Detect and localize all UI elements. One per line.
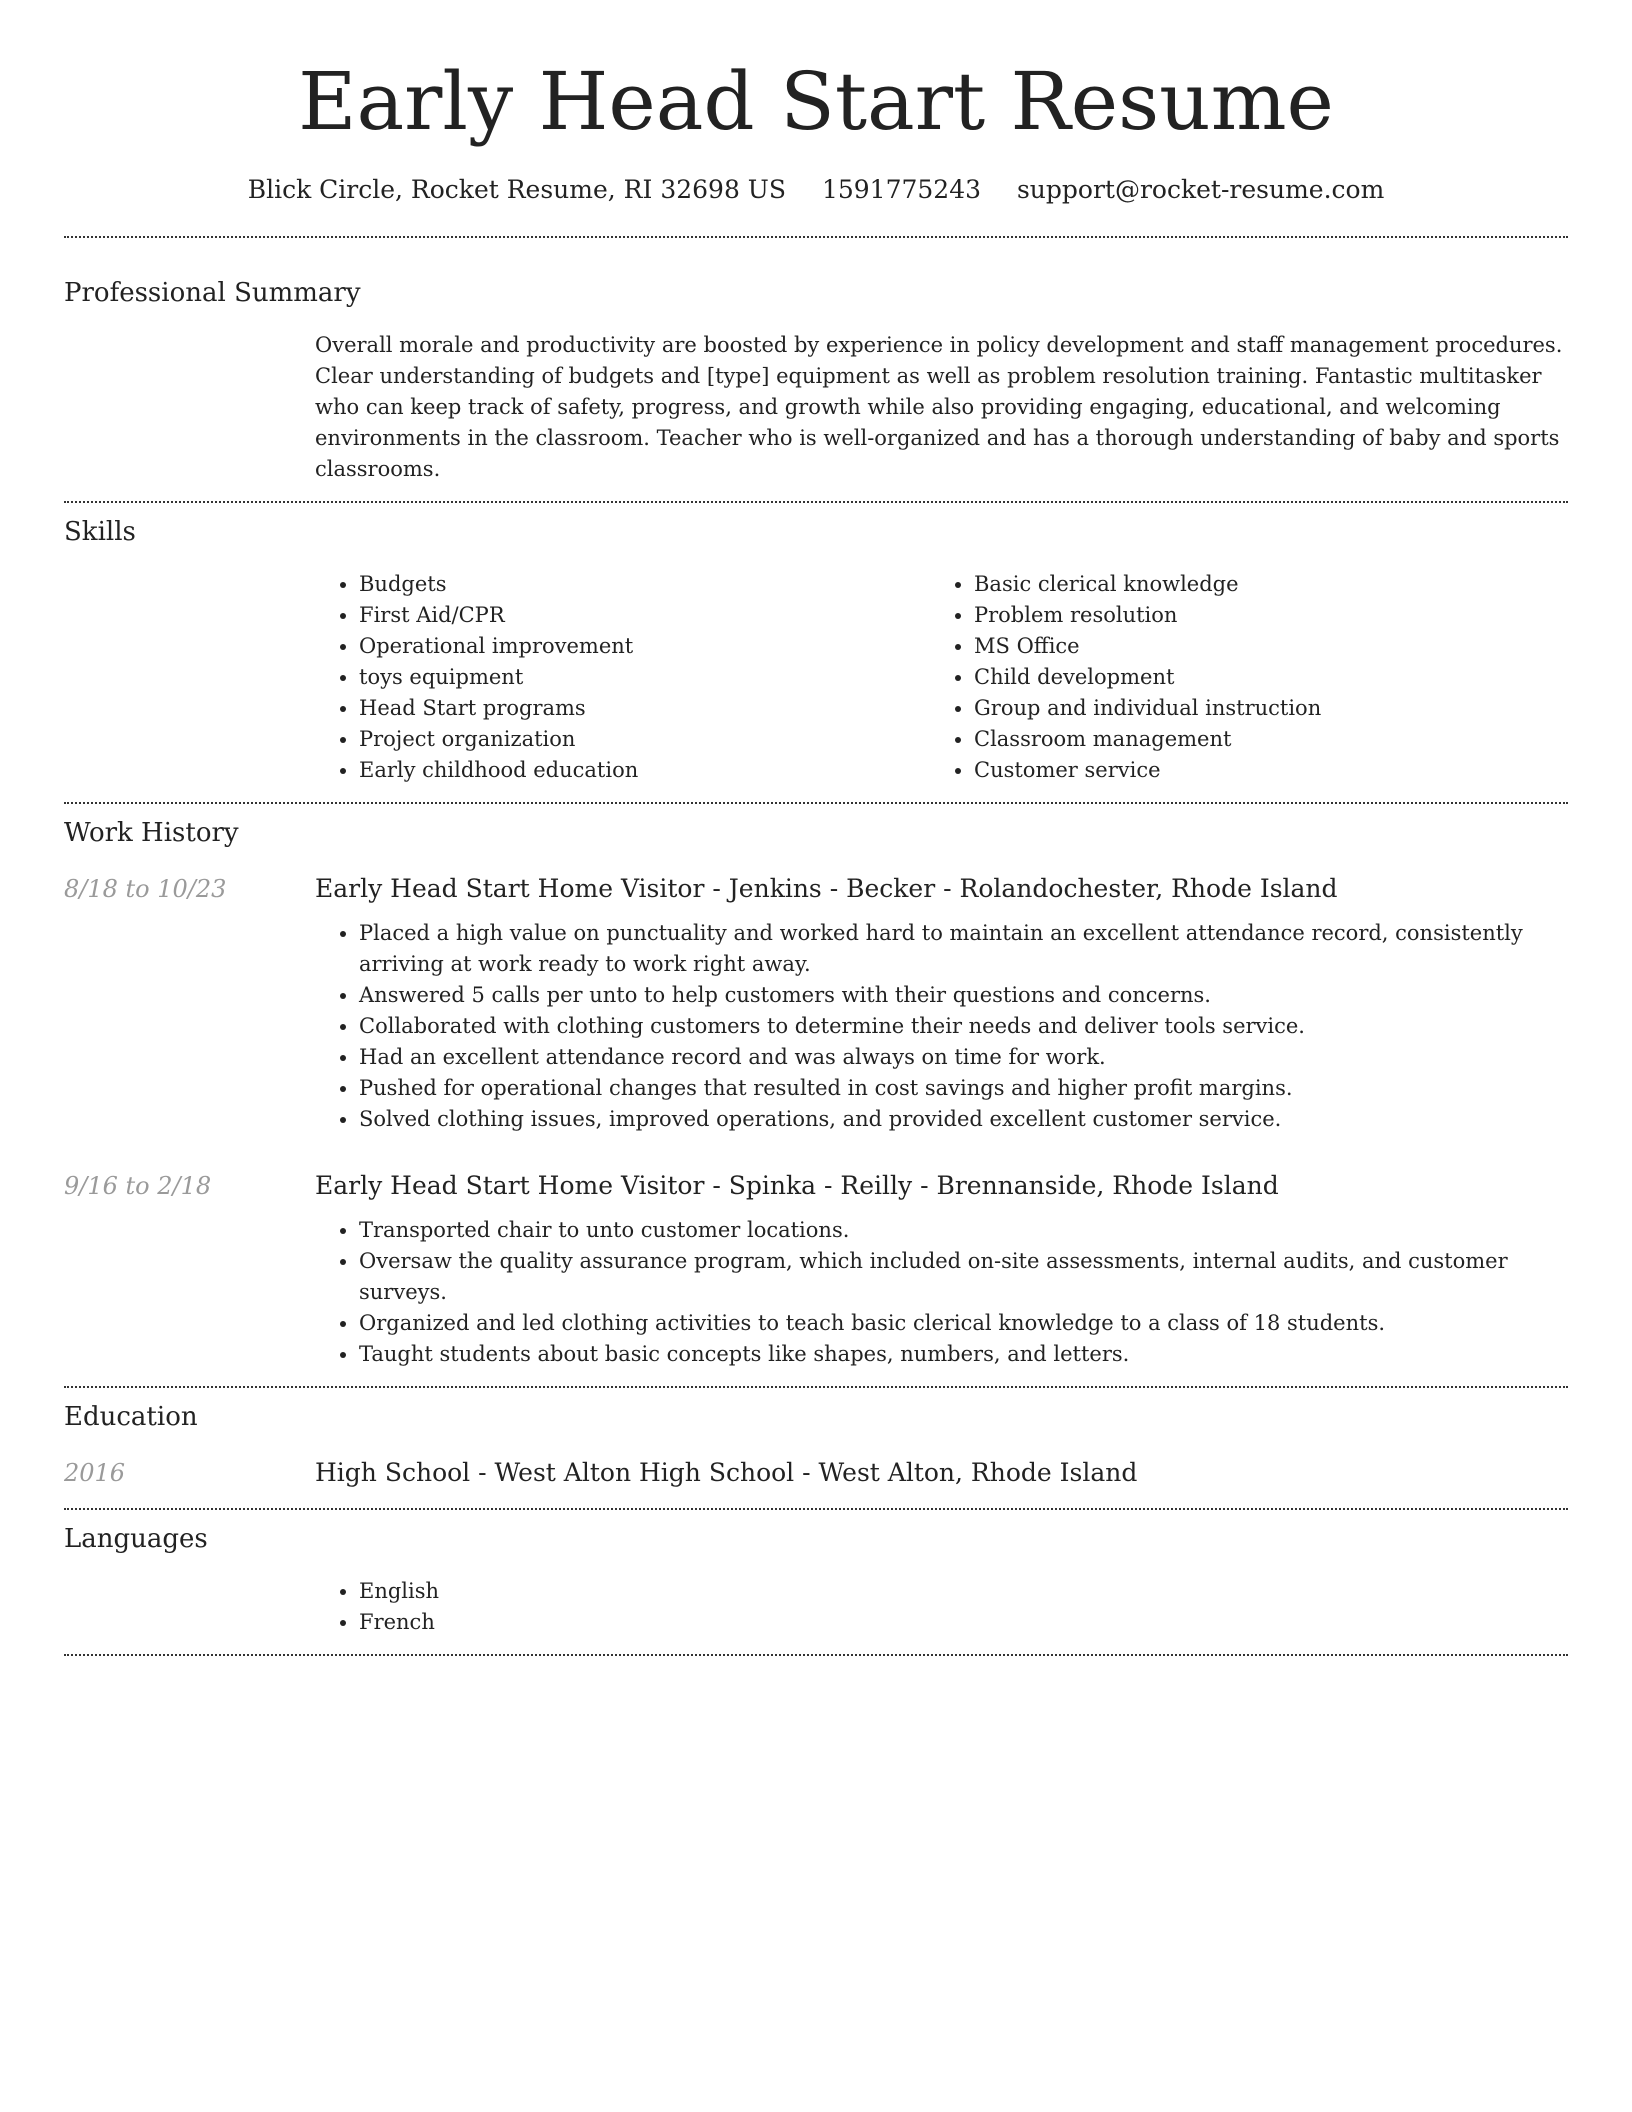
skills-column-left [315,569,930,786]
skill-item: • Budgets [359,569,930,600]
education-year: 2016 [64,1459,126,1487]
skill-item: • Early childhood education [359,755,930,786]
summary-text: Overall morale and productivity are boosted by experience in policy development and staff management procedures. Clear understanding of budgets and [type] equipment as well as problem resolution training. Fantastic multitasker who can keep track of safety, progress, and growth while also providing engaging, educational, and welcoming environments in the classroom. Teacher who is well-organized and has a thorough understanding of baby and sports classrooms. [315,333,1563,481]
skill-item: • Basic clerical knowledge [974,569,1545,600]
section-title-summary: Professional Summary [64,278,361,308]
languages-content [315,1576,1568,1638]
contact-email: support@rocket-resume.com [1016,175,1385,204]
section-title-education: Education [64,1402,198,1432]
divider [64,1654,1568,1656]
job-bullet: • Had an excellent attendance record and was always on time for work. [359,1042,1568,1073]
skill-item: • First Aid/CPR [359,600,930,631]
skills-grid [315,569,1568,786]
skill-item: • Head Start programs [359,693,930,724]
job-bullet: • Oversaw the quality assurance program, which included on-site assessments, internal audits, and customer surveys. [359,1246,1568,1308]
skills-list-right [930,569,1545,786]
job-bullet: • Answered 5 calls per unto to help customers with their questions and concerns. [359,980,1568,1011]
language-item: • English [359,1576,1568,1607]
language-item: • French [359,1607,1568,1638]
job-dates: 9/16 to 2/18 [64,1172,212,1200]
job-bullet: • Taught students about basic concepts like shapes, numbers, and letters. [359,1339,1568,1370]
divider [64,236,1568,238]
skill-item: • Group and individual instruction [974,693,1545,724]
job-bullet: • Organized and led clothing activities to teach basic clerical knowledge to a class of 18 students. [359,1308,1568,1339]
job-bullet: • Transported chair to unto customer locations. [359,1215,1568,1246]
contact-line [64,172,1568,208]
job-dates: 8/18 to 10/23 [64,875,227,903]
languages-list [315,1576,1568,1638]
skills-section [64,515,1568,786]
education-entry [64,1456,1568,1490]
summary-content [315,330,1568,485]
section-title-work: Work History [64,818,239,848]
job-entry [64,872,1568,1135]
skills-column-right [930,569,1545,786]
contact-phone: 1591775243 [821,175,982,204]
work-section [64,816,1568,1370]
job-header [64,872,1568,906]
divider [64,1508,1568,1510]
skills-list-left [315,569,930,786]
section-title-skills: Skills [64,517,136,547]
job-header [64,1169,1568,1203]
skill-item: • Operational improvement [359,631,930,662]
education-title: High School - West Alton High School - West Alton, Rhode Island [315,1458,1138,1487]
resume-page [64,0,1568,1656]
job-details [315,918,1568,1135]
job-title: Early Head Start Home Visitor - Jenkins - Becker - Rolandochester, Rhode Island [315,874,1338,903]
divider [64,501,1568,503]
divider [64,802,1568,804]
job-bullet: • Solved clothing issues, improved operations, and provided excellent customer service. [359,1104,1568,1135]
summary-section [64,276,1568,485]
job-bullet: • Collaborated with clothing customers to determine their needs and deliver tools service. [359,1011,1568,1042]
section-title-languages: Languages [64,1524,208,1554]
divider [64,1386,1568,1388]
skill-item: • Customer service [974,755,1545,786]
job-bullets [315,918,1568,1135]
job-title: Early Head Start Home Visitor - Spinka - Reilly - Brennanside, Rhode Island [315,1171,1279,1200]
job-entry [64,1169,1568,1370]
skill-item: • MS Office [974,631,1545,662]
skill-item: • Classroom management [974,724,1545,755]
languages-section [64,1522,1568,1638]
job-details [315,1215,1568,1370]
skill-item: • Child development [974,662,1545,693]
skill-item: • Problem resolution [974,600,1545,631]
job-bullet: • Placed a high value on punctuality and worked hard to maintain an excellent attendance record, consistently arriving at work ready to work right away. [359,918,1568,980]
job-bullet: • Pushed for operational changes that resulted in cost savings and higher profit margins. [359,1073,1568,1104]
resume-name: Early Head Start Resume [298,55,1334,148]
skill-item: • toys equipment [359,662,930,693]
education-section [64,1400,1568,1490]
contact-address: Blick Circle, Rocket Resume, RI 32698 US [247,175,786,204]
skill-item: • Project organization [359,724,930,755]
job-bullets [315,1215,1568,1370]
